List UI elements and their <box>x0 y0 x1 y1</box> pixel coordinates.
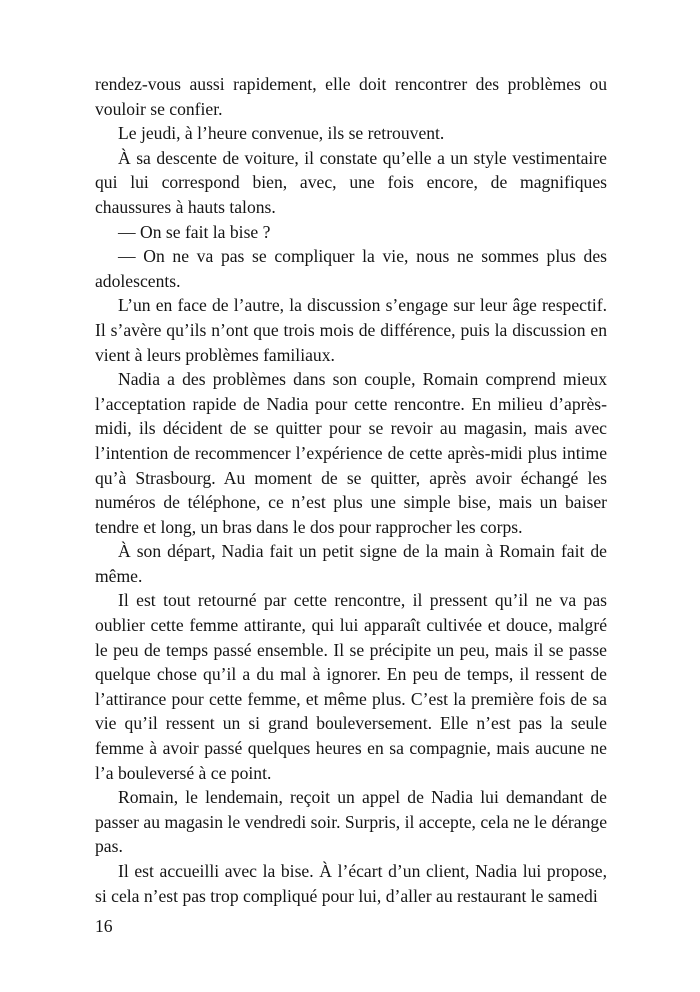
paragraph-continuation: rendez-vous aussi rapidement, elle doit rencontrer des problèmes ou vouloir se confier. <box>95 74 607 119</box>
paragraph: Romain, le lendemain, reçoit un appel de Nadia lui demandant de passer au magasin le vendredi soir. Surpris, il accepte, cela ne le dérange pas. <box>95 787 607 857</box>
paragraph: L’un en face de l’autre, la discussion s’engage sur leur âge respectif. Il s’avère qu’ils n’ont que trois mois de différence, puis la discussion en vient à leurs problèmes familiaux. <box>95 295 607 365</box>
dialogue-line: — On ne va pas se compliquer la vie, nous ne sommes plus des adolescents. <box>95 246 607 291</box>
paragraph: Nadia a des problèmes dans son couple, Romain comprend mieux l’acceptation rapide de Nadia pour cette rencontre. En milieu d’après-midi, ils décident de se quitter pour se revoir au magasin, mais avec l’intention de recommencer l’expérience de cette après-midi plus intime qu’à Strasbourg. Au moment de se quitter, après avoir échangé les numéros de téléphone, ce n’est plus une simple bise, mais un baiser tendre et long, un bras dans le dos pour rapprocher les corps. <box>95 369 607 537</box>
dialogue-line: — On se fait la bise ? <box>118 221 271 242</box>
paragraph: À sa descente de voiture, il constate qu’elle a un style vestimentaire qui lui correspond bien, avec, une fois encore, de magnifiques chaussures à hauts talons. <box>95 147 607 217</box>
paragraph: Le jeudi, à l’heure convenue, ils se retrouvent. <box>118 123 445 144</box>
page-body <box>95 72 607 908</box>
paragraph: Il est accueilli avec la bise. À l’écart d’un client, Nadia lui propose, si cela n’est pas trop compliqué pour lui, d’aller au restaurant le samedi <box>95 861 607 906</box>
paragraph: À son départ, Nadia fait un petit signe de la main à Romain fait de même. <box>95 541 607 586</box>
paragraph: Il est tout retourné par cette rencontre, il pressent qu’il ne va pas oublier cette femme attirante, qui lui apparaît cultivée et douce, malgré le peu de temps passé ensemble. Il se précipite un peu, mais il se passe quelque chose qu’il a du mal à ignorer. En peu de temps, il ressent de l’attirance pour cette femme, et même plus. C’est la première fois de sa vie qu’il ressent un si grand bouleversement. Elle n’est pas la seule femme à avoir passé quelques heures en sa compagnie, mais aucune ne l’a bouleversé à ce point. <box>95 590 607 783</box>
page-number: 16 <box>95 916 113 936</box>
